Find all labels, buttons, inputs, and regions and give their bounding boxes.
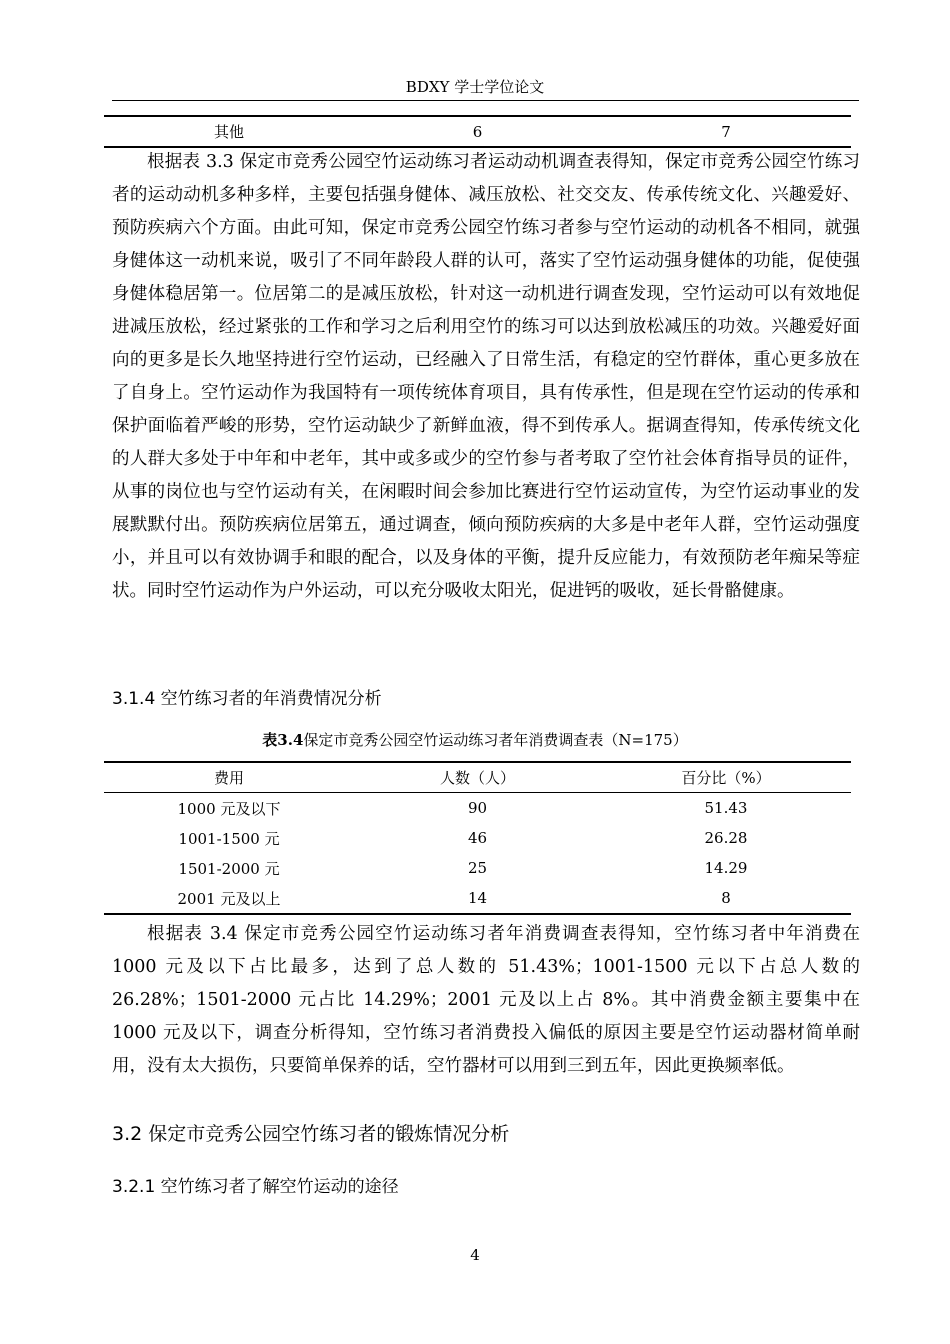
table-cell: 90 — [467, 799, 488, 817]
table-cell: 51.43 — [704, 799, 748, 817]
section-heading-3-2: 3.2 保定市竞秀公园空竹练习者的锻炼情况分析 — [112, 1123, 510, 1145]
paragraph-table-3-4-analysis — [112, 918, 860, 1083]
table-cell: 其他 — [213, 123, 244, 141]
table-row — [104, 116, 851, 147]
column-header: 费用 — [104, 762, 354, 793]
table-cell: 1501-2000 元 — [178, 859, 280, 878]
section-heading-3-2-1: 3.2.1 空竹练习者了解空竹运动的途径 — [112, 1177, 399, 1197]
paragraph-table-3-3-analysis — [112, 146, 860, 608]
table-cell: 14 — [467, 889, 488, 907]
table-cell: 8 — [721, 889, 731, 907]
table-cell: 26.28 — [704, 829, 748, 847]
table-cell: 7 — [721, 122, 731, 141]
table-row — [104, 853, 851, 883]
running-header: BDXY 学士学位论文 — [405, 78, 545, 96]
paragraph-text: 根据表 3.3 保定市竞秀公园空竹运动练习者运动动机调查表得知，保定市竞秀公园空竹练习者的运动动机多种多样，主要包括强身健体、减压放松、社交交友、传承传统文化、兴趣爱好、预防疾病六个方面。由此可知，保定市竞秀公园空竹练习者参与空竹运动的动机各不相同，就强身健体这一动机来说，吸引了不同年龄段人群的认可，落实了空竹运动强身健体的功能，促使强身健体稳居第一。位居第二的是减压放松，针对这一动机进行调查发现，空竹运动可以有效地促进减压放松，经过紧张的工作和学习之后利用空竹的练习可以达到放松减压的功效。兴趣爱好面向的更多是长久地坚持进行空竹运动，已经融入了日常生活，有稳定的空竹群体，重心更多放在了自身上。空竹运动作为我国特有一项传统体育项目，具有传承性，但是现在空竹运动的传承和保护面临着严峻的形势，空竹运动缺少了新鲜血液，得不到传承人。据调查得知，传承传统文化的人群大多处于中年和中老年，其中或多或少的空竹参与者考取了空竹社会体育指导员的证件，从事的岗位也与空竹运动有关，在闲暇时间会参加比赛进行空竹运动宣传，为空竹运动事业的发展默默付出。预防疾病位居第五，通过调查，倾向预防疾病的大多是中老年人群，空竹运动强度小，并且可以有效协调手和眼的配合，以及身体的平衡，提升反应能力，有效预防老年痴呆等症状。同时空竹运动作为户外运动，可以充分吸收太阳光，促进钙的吸收，延长骨骼健康。 — [112, 152, 860, 601]
table-3-3-continuation — [104, 115, 851, 148]
table-caption-number: 表3.4 — [262, 731, 304, 749]
table-caption-text: 保定市竞秀公园空竹运动练习者年消费调查表（N=175） — [303, 731, 688, 749]
table-cell: 46 — [467, 829, 488, 847]
table-cell: 25 — [467, 859, 488, 877]
section-heading-3-1-4: 3.1.4 空竹练习者的年消费情况分析 — [112, 689, 382, 709]
table-row — [104, 823, 851, 853]
table-caption — [0, 729, 950, 750]
table-cell: 2001 元及以上 — [177, 889, 281, 908]
column-header: 人数（人） — [354, 762, 601, 793]
header-rule — [112, 100, 859, 101]
table-row — [104, 883, 851, 914]
paragraph-text: 根据表 3.4 保定市竞秀公园空竹运动练习者年消费调查表得知，空竹练习者中年消费在 1000 元及以下占比最多，达到了总人数的 51.43%；1001-1500 元以下占总人数的 26.28%；1501-2000 元占比 14.29%；2001 元及以上占 8%。其中消费金额主要集中在 1000 元及以下，调查分析得知，空竹练习者消费投入偏低的原因主要是空竹运动器材简单耐用，没有太大损伤，只要简单保养的话，空竹器材可以用到三到五年，因此更换频率低。 — [112, 924, 860, 1076]
table-cell: 1001-1500 元 — [178, 829, 280, 848]
column-header: 百分比（%） — [601, 762, 851, 793]
table-cell: 6 — [472, 122, 483, 141]
table-cell: 1000 元及以下 — [177, 799, 281, 818]
table-header-row — [104, 762, 851, 793]
table-3-4 — [104, 761, 851, 915]
table-row — [104, 793, 851, 824]
page-number: 4 — [470, 1246, 480, 1264]
table-cell: 14.29 — [704, 859, 748, 877]
